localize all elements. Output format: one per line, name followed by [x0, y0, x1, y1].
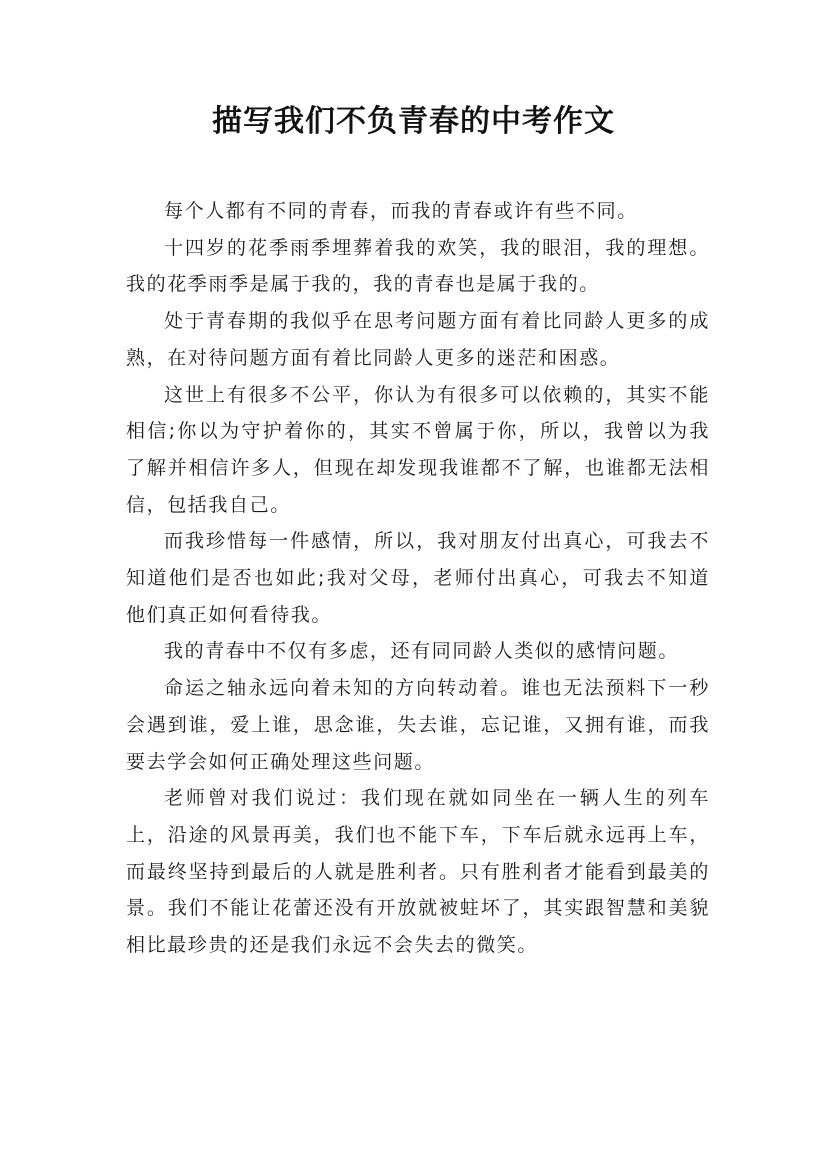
- page-title: 描写我们不负青春的中考作文: [212, 104, 615, 139]
- paragraph-6: 我的青春中不仅有多虑，还有同同龄人类似的感情问题。: [164, 640, 680, 663]
- paragraph-3: 处于青春期的我似乎在思考问题方面有着比同龄人更多的成熟，在对待问题方面有着比同龄人更多的迷茫和困惑。: [126, 310, 710, 369]
- paragraph-5: 而我珍惜每一件感情，所以，我对朋友付出真心，可我去不知道他们是否也如此;我对父母，老师付出真心，可我去不知道他们真正如何看待我。: [126, 530, 710, 626]
- paragraph-8: 老师曾对我们说过：我们现在就如同坐在一辆人生的列车上，沿途的风景再美，我们也不能下车，下车后就永远再上车，而最终坚持到最后的人就是胜利者。只有胜利者才能看到最美的景。我们不能让花蕾还没有开放就被蛀坏了，其实跟智慧和美貌相比最珍贵的还是我们永远不会失去的微笑。: [126, 787, 710, 957]
- article-body: [126, 193, 710, 964]
- paragraph-7: 命运之轴永远向着未知的方向转动着。谁也无法预料下一秒会遇到谁，爱上谁，思念谁，失去谁，忘记谁，又拥有谁，而我要去学会如何正确处理这些问题。: [126, 677, 710, 773]
- paragraph-4: 这世上有很多不公平，你认为有很多可以依赖的，其实不能相信;你以为守护着你的，其实不曾属于你，所以，我曾以为我了解并相信许多人，但现在却发现我谁都不了解，也谁都无法相信，包括我自己。: [126, 383, 710, 516]
- paragraph-1: 每个人都有不同的青春，而我的青春或许有些不同。: [164, 200, 638, 222]
- paragraph-2: 十四岁的花季雨季埋葬着我的欢笑，我的眼泪，我的理想。我的花季雨季是属于我的，我的青春也是属于我的。: [126, 236, 710, 296]
